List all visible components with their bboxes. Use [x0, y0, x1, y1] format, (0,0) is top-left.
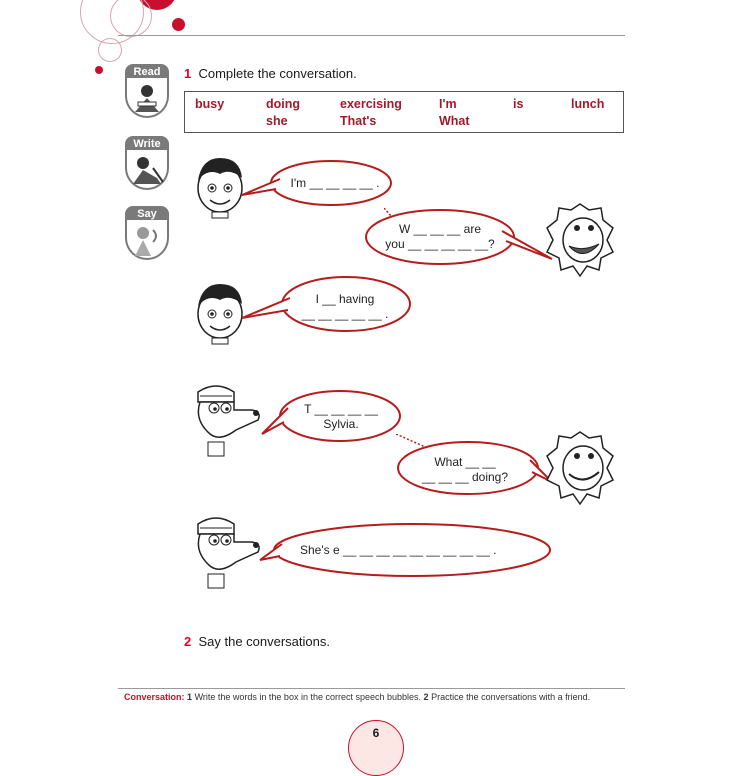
exercise-2-number: 2 — [184, 634, 192, 649]
word-what: What — [439, 114, 470, 128]
bubble-2-line-1: W __ __ __ are — [398, 222, 482, 236]
say-badge — [125, 206, 169, 258]
lion-face-icon — [545, 200, 615, 280]
exercise-1-instruction: Complete the conversation. — [198, 66, 357, 81]
bottom-rule — [118, 688, 625, 689]
exercise-1-number: 1 — [184, 66, 192, 81]
writing-figure-icon — [129, 154, 165, 188]
decor-ring-3 — [98, 38, 122, 62]
decor-circle-small — [95, 66, 103, 74]
bubble-6-text: She's e __ __ __ __ __ __ __ __ __ . — [300, 543, 497, 557]
word-im: I'm — [439, 97, 457, 111]
exercise-1-heading — [184, 66, 357, 81]
footer-label: Conversation: — [124, 692, 185, 702]
lion-face-2-icon — [545, 428, 615, 508]
word-busy: busy — [195, 97, 225, 111]
say-badge-label: Say — [125, 206, 169, 222]
reading-figure-icon — [129, 82, 165, 116]
page-number-badge — [348, 720, 404, 776]
word-she: she — [266, 114, 288, 128]
footer-step-2-text: Practice the conversations with a friend. — [431, 692, 591, 702]
word-box — [184, 91, 624, 133]
word-thats: That's — [340, 114, 377, 128]
word-doing: doing — [266, 97, 301, 111]
word-exercising: exercising — [340, 97, 402, 111]
bubble-4-line-2: Sylvia. — [323, 417, 359, 431]
bubble-4-line-1: T __ __ __ __ — [304, 402, 378, 416]
dog-face-icon — [186, 380, 266, 470]
bubble-1-text: I'm __ __ __ __ . — [290, 176, 380, 190]
top-rule — [118, 35, 625, 36]
write-badge-label: Write — [125, 136, 169, 152]
speaking-figure-icon — [129, 224, 165, 258]
write-badge — [125, 136, 169, 188]
bubble-5-line-1: What __ __ — [434, 455, 496, 469]
footer-step-2-number: 2 — [423, 692, 429, 702]
footer-step-1-number: 1 — [187, 692, 193, 702]
read-badge-label: Read — [125, 64, 169, 80]
bubble-3-line-1: I __ having — [315, 292, 375, 306]
word-lunch: lunch — [571, 97, 605, 111]
decor-ring-2 — [110, 0, 152, 37]
bubble-2-line-2: you __ __ __ __ __? — [385, 237, 495, 251]
page-number: 6 — [372, 726, 380, 740]
footer-note — [124, 692, 590, 702]
bubble-5-line-2: __ __ __ doing? — [421, 470, 509, 484]
exercise-2-instruction: Say the conversations. — [198, 634, 330, 649]
bubble-3-line-2: __ __ __ __ __ . — [301, 307, 389, 321]
footer-step-1-text: Write the words in the box in the correct speech bubbles. — [194, 692, 422, 702]
dog-face-2-icon — [186, 512, 266, 602]
decor-circle-medium — [172, 18, 185, 31]
read-badge — [125, 64, 169, 116]
word-is: is — [513, 97, 524, 111]
exercise-2-heading — [184, 634, 330, 649]
